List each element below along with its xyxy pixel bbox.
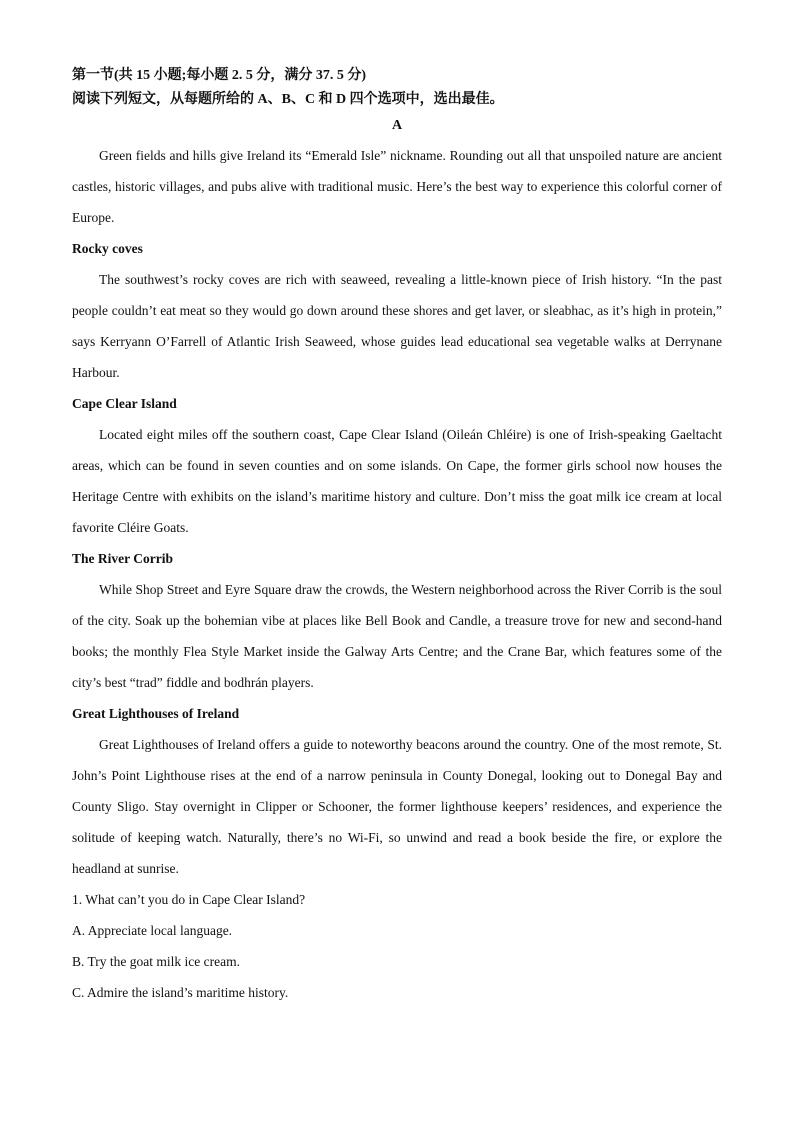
section-heading-rocky-coves: Rocky coves (72, 241, 143, 256)
passage-letter: A (391, 118, 403, 133)
section-body-cape-clear: Located eight miles off the southern coast, Cape Clear Island (Oileán Chléire) is one of Irish-speaking Gaeltacht areas, which can be found in seven counties and on some islands. On Cape, the former girls school now houses the Heritage Centre with exhibits on the island’s maritime history and culture. Don’t miss the goat milk ice cream at local favorite Cléire Goats. (72, 427, 722, 535)
section-heading-cape-clear: Cape Clear Island (72, 396, 177, 411)
instruction-text: 阅读下列短文，从每题所给的 A、B、C 和 D 四个选项中，选出最佳。 (72, 92, 504, 107)
section-body-lighthouses: Great Lighthouses of Ireland offers a guide to noteworthy beacons around the country. One of the most remote, St. John’s Point Lighthouse rises at the end of a narrow peninsula in County Donegal, looking out to Donegal Bay and County Sligo. Stay overnight in Clipper or Schooner, the former lighthouse keepers’ residences, and experience the solitude of keeping watch. Naturally, there’s no Wi-Fi, so unwind and read a book beside the fire, or explore the headland at sunrise. (72, 737, 722, 876)
section-header: 第一节(共 15 小题;每小题 2. 5 分，满分 37. 5 分) (72, 68, 366, 83)
option-c: C. Admire the island’s maritime history. (72, 985, 289, 1000)
intro-paragraph: Green fields and hills give Ireland its “Emerald Isle” nickname. Rounding out all that unspoiled nature are ancient castles, historic villages, and pubs alive with traditional music. Here’s the best way to experience this colorful corner of Europe. (72, 148, 722, 225)
option-b: B. Try the goat milk ice cream. (72, 954, 240, 969)
section-body-rocky-coves: The southwest’s rocky coves are rich with seaweed, revealing a little-known piece of Irish history. “In the past people couldn’t eat meat so they would go down around these shores and get laver, or sleabhac, as it’s high in protein,” says Kerryann O’Farrell of Atlantic Irish Seaweed, whose guides lead educational sea vegetable walks at Derrynane Harbour. (72, 272, 722, 380)
question-stem: 1. What can’t you do in Cape Clear Island? (72, 892, 306, 907)
document-body (72, 64, 722, 1008)
section-heading-lighthouses: Great Lighthouses of Ireland (72, 706, 240, 721)
section-body-river-corrib: While Shop Street and Eyre Square draw the crowds, the Western neighborhood across the River Corrib is the soul of the city. Soak up the bohemian vibe at places like Bell Book and Candle, a treasure trove for new and second-hand books; the monthly Flea Style Market inside the Galway Arts Centre; and the Crane Bar, which features some of the city’s best “trad” fiddle and bodhrán players. (72, 582, 722, 690)
section-heading-river-corrib: The River Corrib (72, 551, 173, 566)
option-a: A. Appreciate local language. (72, 923, 233, 938)
